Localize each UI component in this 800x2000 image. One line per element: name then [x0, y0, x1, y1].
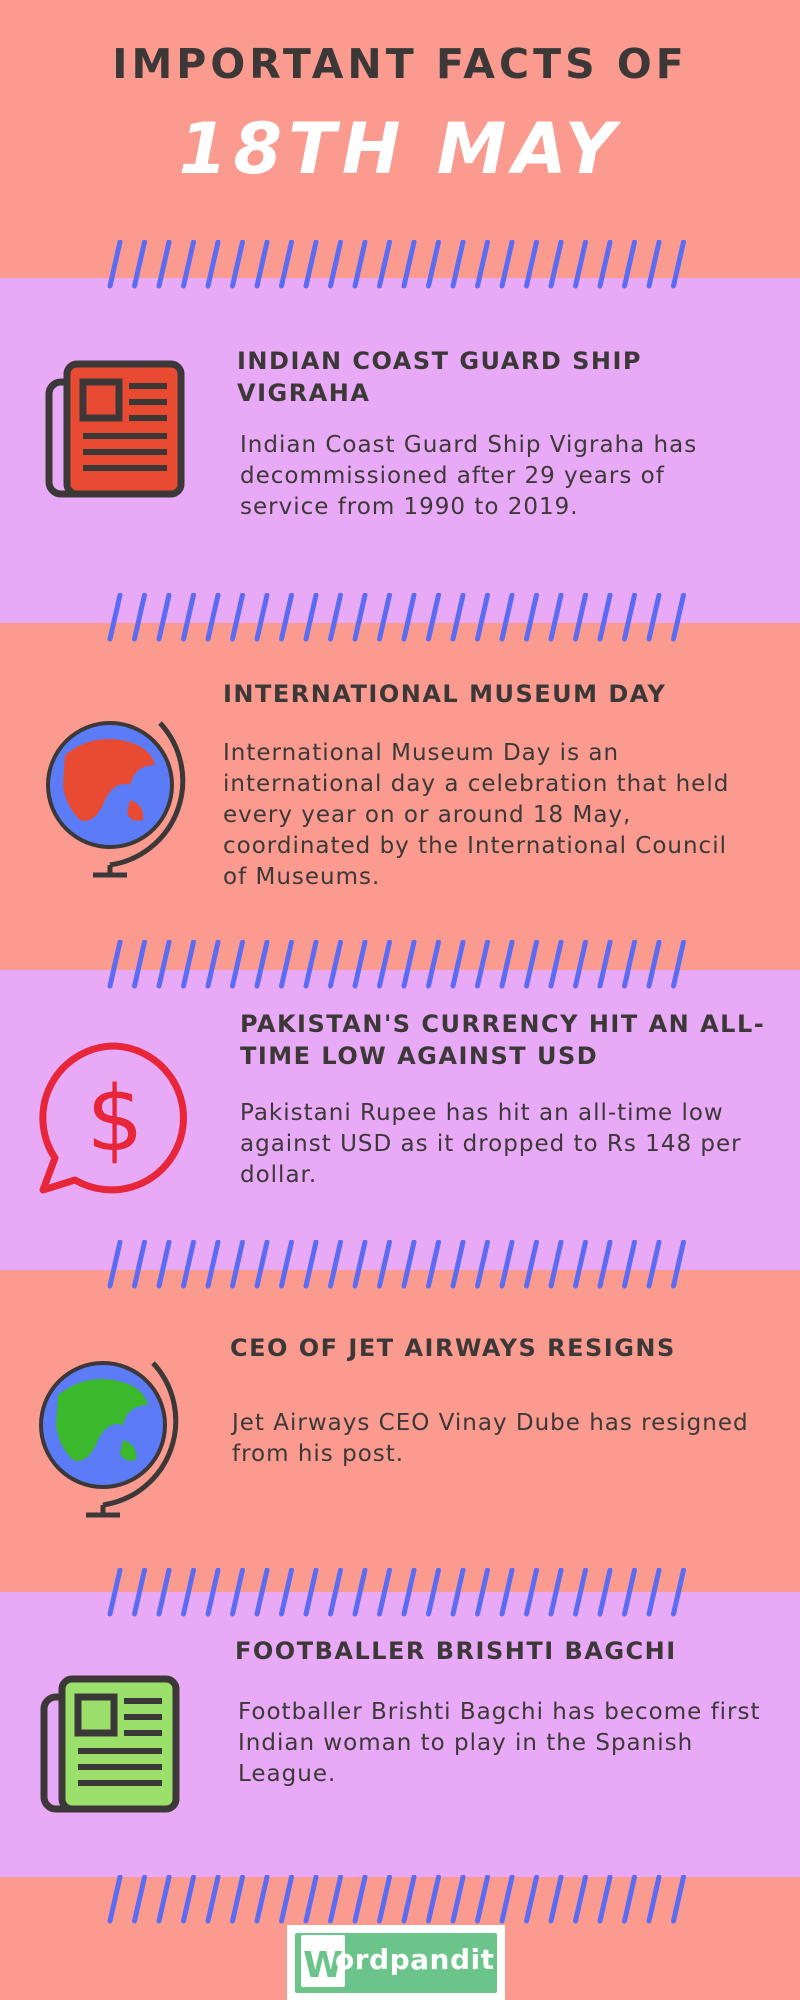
stripe-line	[674, 1242, 684, 1286]
stripe-line	[600, 242, 610, 286]
stripe-line	[429, 242, 439, 286]
stripe-line	[331, 1242, 341, 1286]
fact-title: INTERNATIONAL MUSEUM DAY	[223, 680, 667, 708]
stripe-line	[478, 1877, 488, 1921]
stripe-line	[429, 1242, 439, 1286]
stripe-line	[404, 1242, 414, 1286]
stripe-line	[331, 242, 341, 286]
stripe-line	[551, 1877, 561, 1921]
stripe-line	[625, 242, 635, 286]
stripe-line	[649, 595, 659, 639]
stripe-line	[429, 595, 439, 639]
stripe-line	[135, 1242, 145, 1286]
stripe-line	[257, 1242, 267, 1286]
stripe-line	[282, 1570, 292, 1614]
stripe-divider	[100, 1568, 700, 1618]
stripe-line	[576, 1242, 586, 1286]
fact-body: Footballer Brishti Bagchi has become first Indian woman to play in the Spanish League.	[238, 1699, 761, 1787]
stripe-line	[331, 1877, 341, 1921]
stripe-line	[551, 1570, 561, 1614]
stripe-line	[380, 1877, 390, 1921]
stripe-line	[453, 1242, 463, 1286]
stripe-line	[233, 1570, 243, 1614]
stripe-line	[404, 1570, 414, 1614]
stripe-line	[453, 1877, 463, 1921]
stripe-divider	[100, 1240, 700, 1290]
stripe-line	[355, 242, 365, 286]
stripe-divider	[100, 593, 700, 643]
stripe-line	[159, 595, 169, 639]
stripe-line	[282, 595, 292, 639]
stripe-line	[306, 595, 316, 639]
stripe-line	[576, 942, 586, 986]
stripe-line	[135, 942, 145, 986]
stripe-line	[233, 942, 243, 986]
stripe-line	[674, 1570, 684, 1614]
stripe-line	[576, 242, 586, 286]
stripe-line	[159, 942, 169, 986]
stripe-line	[159, 242, 169, 286]
stripe-line	[625, 1570, 635, 1614]
page-date: 18TH MAY	[178, 108, 622, 190]
stripe-line	[649, 1877, 659, 1921]
stripe-line	[208, 242, 218, 286]
stripe-line	[110, 1242, 120, 1286]
stripe-line	[233, 1242, 243, 1286]
stripe-line	[502, 1877, 512, 1921]
stripe-line	[674, 942, 684, 986]
stripe-line	[110, 1570, 120, 1614]
stripe-line	[600, 1570, 610, 1614]
stripe-line	[110, 942, 120, 986]
stripe-line	[306, 1877, 316, 1921]
stripe-line	[600, 595, 610, 639]
stripe-line	[600, 1877, 610, 1921]
globe-icon	[28, 1345, 188, 1524]
stripe-line	[649, 942, 659, 986]
stripe-line	[135, 1570, 145, 1614]
stripe-line	[184, 595, 194, 639]
stripe-line	[576, 595, 586, 639]
stripe-divider	[100, 1875, 700, 1925]
stripe-line	[380, 1242, 390, 1286]
fact-body: Pakistani Rupee has hit an all-time low against USD as it dropped to Rs 148 per dollar.	[240, 1100, 742, 1188]
stripe-line	[184, 942, 194, 986]
stripe-line	[453, 1570, 463, 1614]
stripe-line	[135, 242, 145, 286]
stripe-line	[184, 242, 194, 286]
stripe-line	[551, 242, 561, 286]
logo-badge	[295, 1933, 497, 1993]
stripe-line	[625, 595, 635, 639]
stripe-line	[380, 242, 390, 286]
stripe-line	[649, 1570, 659, 1614]
stripe-line	[502, 942, 512, 986]
page-title: IMPORTANT FACTS OF	[112, 40, 688, 88]
stripe-line	[429, 942, 439, 986]
stripe-line	[355, 1570, 365, 1614]
stripe-line	[355, 1877, 365, 1921]
stripe-line	[110, 595, 120, 639]
fact-body: International Museum Day is an international day a celebration that held every year on or around 18 May, coordinated by the International Council of Museums.	[223, 740, 730, 890]
stripe-line	[257, 1877, 267, 1921]
stripe-line	[404, 1877, 414, 1921]
stripe-line	[527, 1877, 537, 1921]
stripe-line	[429, 1877, 439, 1921]
stripe-line	[600, 942, 610, 986]
stripe-line	[453, 242, 463, 286]
stripe-line	[184, 1877, 194, 1921]
stripe-line	[625, 1877, 635, 1921]
dollar-speech-bubble-icon	[35, 1040, 195, 1204]
stripe-line	[208, 595, 218, 639]
stripe-divider	[100, 940, 700, 990]
stripe-line	[649, 1242, 659, 1286]
stripe-line	[331, 595, 341, 639]
stripe-line	[208, 1877, 218, 1921]
stripe-line	[478, 1242, 488, 1286]
stripe-line	[208, 942, 218, 986]
stripe-line	[576, 1570, 586, 1614]
stripe-line	[306, 1242, 316, 1286]
stripe-line	[135, 1877, 145, 1921]
stripe-line	[674, 242, 684, 286]
stripe-line	[502, 1570, 512, 1614]
stripe-line	[306, 1570, 316, 1614]
stripe-line	[257, 242, 267, 286]
newspaper-icon	[40, 1675, 180, 1819]
wordpandit-logo[interactable]	[287, 1925, 505, 2000]
stripe-line	[527, 1570, 537, 1614]
stripe-line	[110, 1877, 120, 1921]
stripe-line	[674, 595, 684, 639]
stripe-line	[380, 942, 390, 986]
fact-body: Indian Coast Guard Ship Vigraha has decommissioned after 29 years of service from 1990 to 2019.	[240, 432, 698, 520]
stripe-line	[478, 1570, 488, 1614]
stripe-line	[233, 1877, 243, 1921]
stripe-line	[404, 242, 414, 286]
logo-text: ordpandit	[335, 1943, 495, 1976]
fact-title: FOOTBALLER BRISHTI BAGCHI	[235, 1637, 677, 1665]
stripe-line	[527, 242, 537, 286]
stripe-line	[453, 942, 463, 986]
fact-title: CEO OF JET AIRWAYS RESIGNS	[230, 1334, 676, 1362]
stripe-line	[355, 942, 365, 986]
stripe-line	[159, 1242, 169, 1286]
stripe-line	[282, 942, 292, 986]
stripe-line	[306, 242, 316, 286]
stripe-line	[380, 595, 390, 639]
stripe-line	[502, 242, 512, 286]
newspaper-icon	[45, 360, 185, 504]
stripe-line	[135, 595, 145, 639]
stripe-line	[453, 595, 463, 639]
stripe-line	[502, 595, 512, 639]
stripe-line	[576, 1877, 586, 1921]
stripe-line	[429, 1570, 439, 1614]
stripe-line	[502, 1242, 512, 1286]
stripe-divider	[100, 240, 700, 290]
stripe-line	[527, 1242, 537, 1286]
stripe-line	[674, 1877, 684, 1921]
svg-text:$: $	[86, 1067, 144, 1172]
fact-title: INDIAN COAST GUARD SHIP VIGRAHA	[237, 347, 643, 407]
stripe-line	[257, 1570, 267, 1614]
stripe-line	[184, 1570, 194, 1614]
stripe-line	[159, 1570, 169, 1614]
stripe-line	[600, 1242, 610, 1286]
stripe-line	[306, 942, 316, 986]
stripe-line	[184, 1242, 194, 1286]
stripe-line	[551, 1242, 561, 1286]
fact-body: Jet Airways CEO Vinay Dube has resigned from his post.	[232, 1410, 749, 1467]
stripe-line	[625, 942, 635, 986]
stripe-line	[282, 242, 292, 286]
stripe-line	[527, 942, 537, 986]
stripe-line	[282, 1242, 292, 1286]
stripe-line	[355, 595, 365, 639]
stripe-line	[208, 1570, 218, 1614]
fact-title: PAKISTAN'S CURRENCY HIT AN ALL-TIME LOW AGAINST USD	[240, 1010, 766, 1070]
stripe-line	[208, 1242, 218, 1286]
stripe-line	[625, 1242, 635, 1286]
stripe-line	[257, 942, 267, 986]
stripe-line	[404, 942, 414, 986]
globe-icon	[35, 705, 195, 884]
stripe-line	[331, 942, 341, 986]
stripe-line	[478, 595, 488, 639]
stripe-line	[233, 595, 243, 639]
stripe-line	[404, 595, 414, 639]
stripe-line	[331, 1570, 341, 1614]
stripe-line	[257, 595, 267, 639]
stripe-line	[233, 242, 243, 286]
stripe-line	[551, 595, 561, 639]
logo-letter: W	[303, 1945, 343, 1986]
stripe-line	[282, 1877, 292, 1921]
stripe-line	[110, 242, 120, 286]
stripe-line	[355, 1242, 365, 1286]
stripe-line	[159, 1877, 169, 1921]
stripe-line	[478, 942, 488, 986]
stripe-line	[478, 242, 488, 286]
stripe-line	[527, 595, 537, 639]
stripe-line	[649, 242, 659, 286]
stripe-line	[551, 942, 561, 986]
stripe-line	[380, 1570, 390, 1614]
